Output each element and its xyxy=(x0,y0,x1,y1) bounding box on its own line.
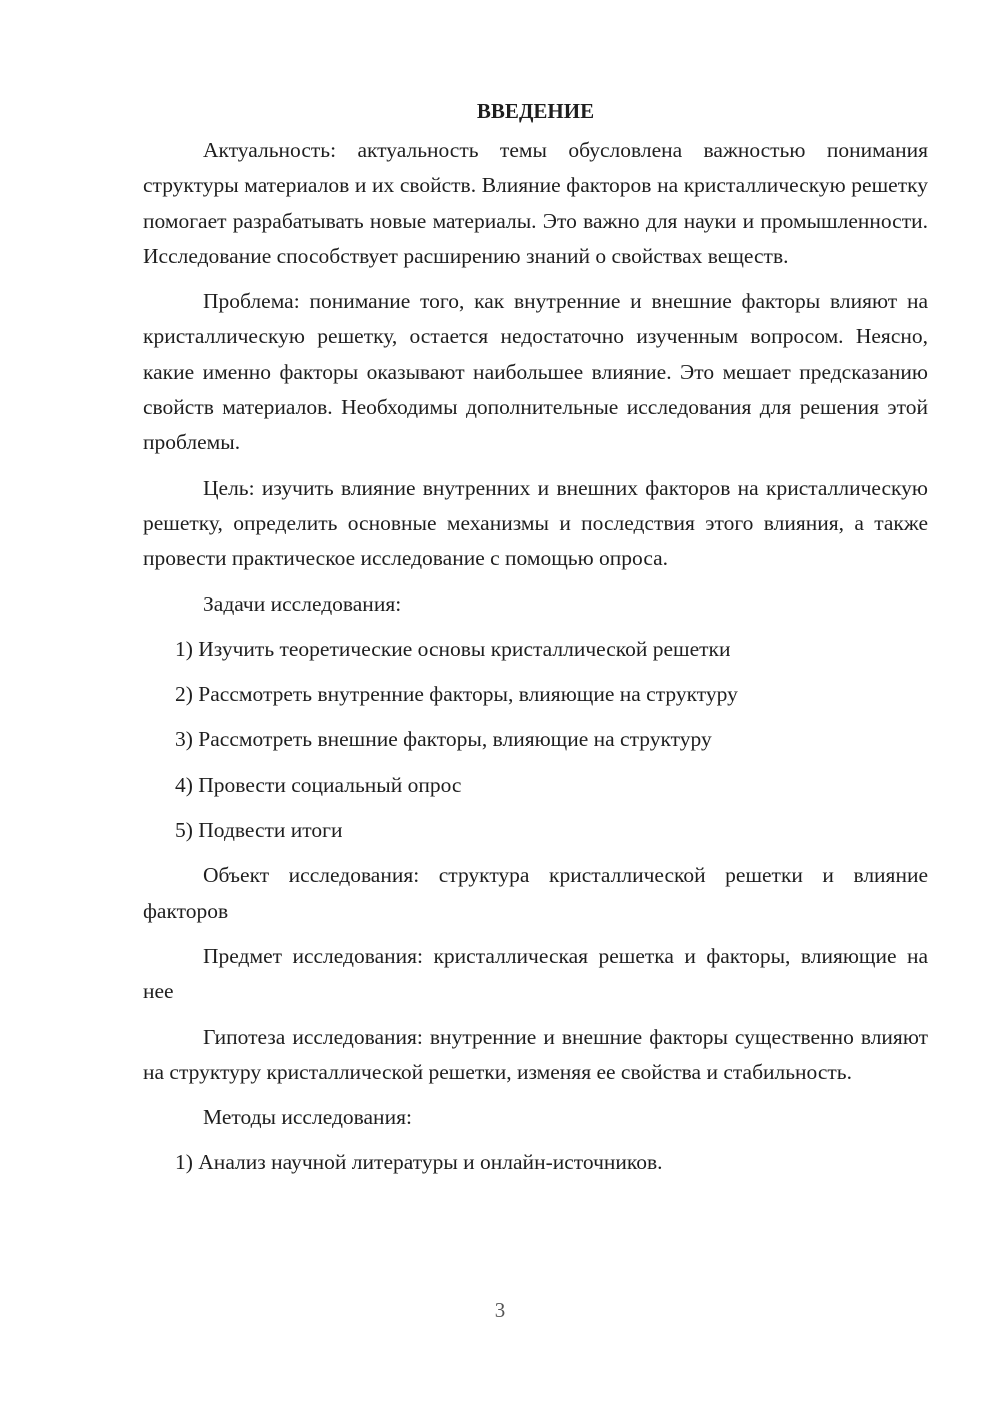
subject-paragraph: Предмет исследования: кристаллическая решетка и факторы, влияющие на нее xyxy=(143,943,928,1004)
list-item: 5) Подвести итоги xyxy=(175,818,343,843)
list-item: 1) Анализ научной литературы и онлайн-источников. xyxy=(175,1150,663,1175)
hypothesis-paragraph: Гипотеза исследования: внутренние и внешние факторы существенно влияют на структуру кристаллической решетки, изменяя ее свойства и стабильность. xyxy=(143,1024,928,1084)
object-paragraph: Объект исследования: структура кристаллической решетки и влияние факторов xyxy=(143,863,928,923)
relevance-paragraph: Актуальность: актуальность темы обусловлена важностью понимания структуры материалов и их свойств. Влияние факторов на кристаллическую решетку помогает разрабатывать новые материалы. Это важно для науки и промышленности. Исследование способствует расширению знаний о свойствах веществ. xyxy=(143,138,928,268)
list-item: 3) Рассмотреть внешние факторы, влияющие на структуру xyxy=(175,727,712,752)
list-item: 1) Изучить теоретические основы кристаллической решетки xyxy=(175,636,731,661)
section-title: ВВЕДЕНИЕ xyxy=(476,99,595,123)
tasks-list xyxy=(143,632,928,848)
methods-label: Методы исследования: xyxy=(203,1105,412,1130)
document-page xyxy=(143,96,928,1191)
problem-paragraph: Проблема: понимание того, как внутренние и внешние факторы влияют на кристаллическую решетку, остается недостаточно изученным вопросом. Неясно, какие именно факторы оказывают наибольшее влияние. Это мешает предсказанию свойств материалов. Необходимы дополнительные исследования для решения этой проблемы. xyxy=(143,289,928,455)
methods-list xyxy=(143,1145,928,1180)
tasks-label: Задачи исследования: xyxy=(203,591,402,616)
page-number: 3 xyxy=(494,1298,506,1322)
goal-paragraph: Цель: изучить влияние внутренних и внешних факторов на кристаллическую решетку, определить основные механизмы и последствия этого влияния, а также провести практическое исследование с помощью опроса. xyxy=(143,475,928,571)
list-item: 2) Рассмотреть внутренние факторы, влияющие на структуру xyxy=(175,682,738,707)
list-item: 4) Провести социальный опрос xyxy=(175,772,462,797)
